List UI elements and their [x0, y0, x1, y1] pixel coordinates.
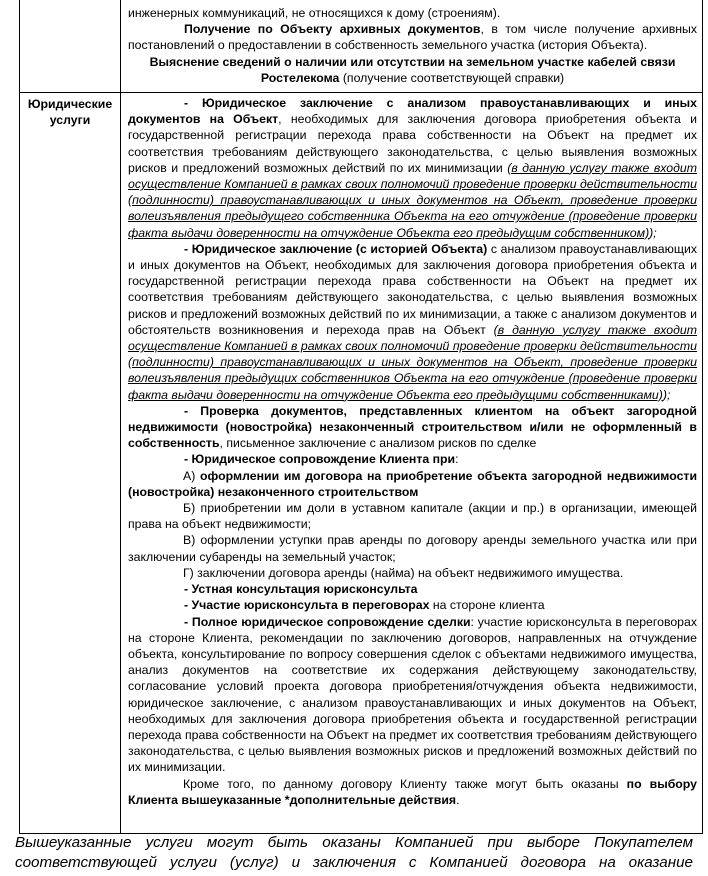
row-divider	[20, 92, 702, 93]
engineering-line: инженерных коммуникаций, не относящихся к дому (строениям).	[128, 6, 501, 20]
support-option-c: В) оформлении уступки прав аренды по договору аренды земельного участка или при заключении субаренды на земельный участок;	[128, 533, 697, 564]
footer-paragraph: Вышеуказанные услуги могут быть оказаны Компанией при выборе Покупателем соответствующей услуги (услуг) и заключения с Компанией договора на оказание	[15, 834, 693, 871]
column-divider	[120, 0, 121, 833]
services-table	[19, 0, 703, 834]
legal-opinion-history-item: - Юридическое заключение (с историей Объекта) с анализом правоустанавливающих и иных документов на Объект, необходимых для заключения договора приобретения объекта и государственной регистрации перехода права собственности на Объект на предмет их соответствия требованиям действующего законодательства, с целью выявления возможных рисков и предложений возможных действий по их минимизации, а также с анализом документов и обстоятельств возникновения и перехода прав на Объект (в данную услугу также входит осуществление Компанией в рамках своих полномочий проведение проверки действительности (подлинности) правоустанавливающих и иных документов на Объект, проведение проверки волеизъявления предыдущих собственников Объекта на его отчуждение (проведение проверки факта выдачи доверенности на отчуждение Объекта его предыдущими собственниками));	[128, 241, 697, 402]
negotiation-item: - Участие юрисконсульта в переговорах на стороне клиента	[184, 598, 545, 613]
support-option-d: Г) заключении договора аренды (найма) на объект недвижимого имущества.	[183, 565, 624, 580]
rostelecom-paragraph: Выяснение сведений о наличии или отсутствии на земельном участке кабелей связи Ростелекома (получение соответствующей справки)	[149, 54, 676, 85]
legal-services-cell	[128, 95, 697, 808]
additional-actions-paragraph: Кроме того, по данному договору Клиенту также могут быть оказаны по выбору Клиента вышеуказанные *дополнительные действия.	[128, 776, 697, 807]
legal-services-label: Юридические услуги	[27, 97, 113, 128]
document-check-item: - Проверка документов, представленных клиентом на объект загородной недвижимости (новостройка) незаконченный строительством и/или не оформленный в собственность, письменное заключение с анализом рисков по сделке	[128, 403, 697, 451]
support-option-a: А) оформлении им договора на приобретение объекта загородной недвижимости (новостройка) незаконченного строительством	[128, 468, 698, 499]
full-support-item: - Полное юридическое сопровождение сделки: участие юрисконсульта в переговорах на стороне Клиента, рекомендации по заключению договоров, направленных на отчуждение объекта, консультирование по вопросу совершения сделок с объектами недвижимого имущества, анализ документов на соответствие их содержания действующему законодательству, согласование условий проекта договора приобретения/отчуждения объекта недвижимости, юридическое заключение, с анализом правоустанавливающих и иных документов на Объект, необходимых для заключения договора приобретения объекта и государственной регистрации перехода права собственности на Объект на предмет их соответствия требованиям действующего законодательства, с целью выявления возможных рисков и предложений возможных действий по их минимизации.	[128, 614, 698, 775]
top-services-cell	[128, 5, 697, 86]
legal-opinion-item: - Юридическое заключение с анализом правоустанавливающих и иных документов на Объект, необходимых для заключения договора приобретения объекта и государственной регистрации перехода права собственности на Объект на предмет их соответствия требованиям действующего законодательства, с целью выявления возможных рисков и предложений возможных действий по их минимизации (в данную услугу также входит осуществление Компанией в рамках своих полномочий проведение проверки действительности (подлинности) правоустанавливающих и иных документов на Объект, проведение проверки волеизъявления предыдущего собственника Объекта на его отчуждение (проведение проверки факта выдачи доверенности на отчуждение Объекта его предыдущим собственником));	[128, 96, 697, 240]
archive-paragraph: Получение по Объекту архивных документов, в том числе получение архивных постановлений о предоставлении в собственность земельного участка (история Объекта).	[128, 22, 698, 53]
support-option-b: Б) приобретении им доли в уставном капитале (акции и пр.) в организации, имеющей права на объект недвижимости;	[128, 501, 697, 532]
legal-support-heading: - Юридическое сопровождение Клиента при:	[184, 452, 459, 467]
oral-consultation-item: - Устная консультация юрисконсульта	[184, 582, 418, 597]
